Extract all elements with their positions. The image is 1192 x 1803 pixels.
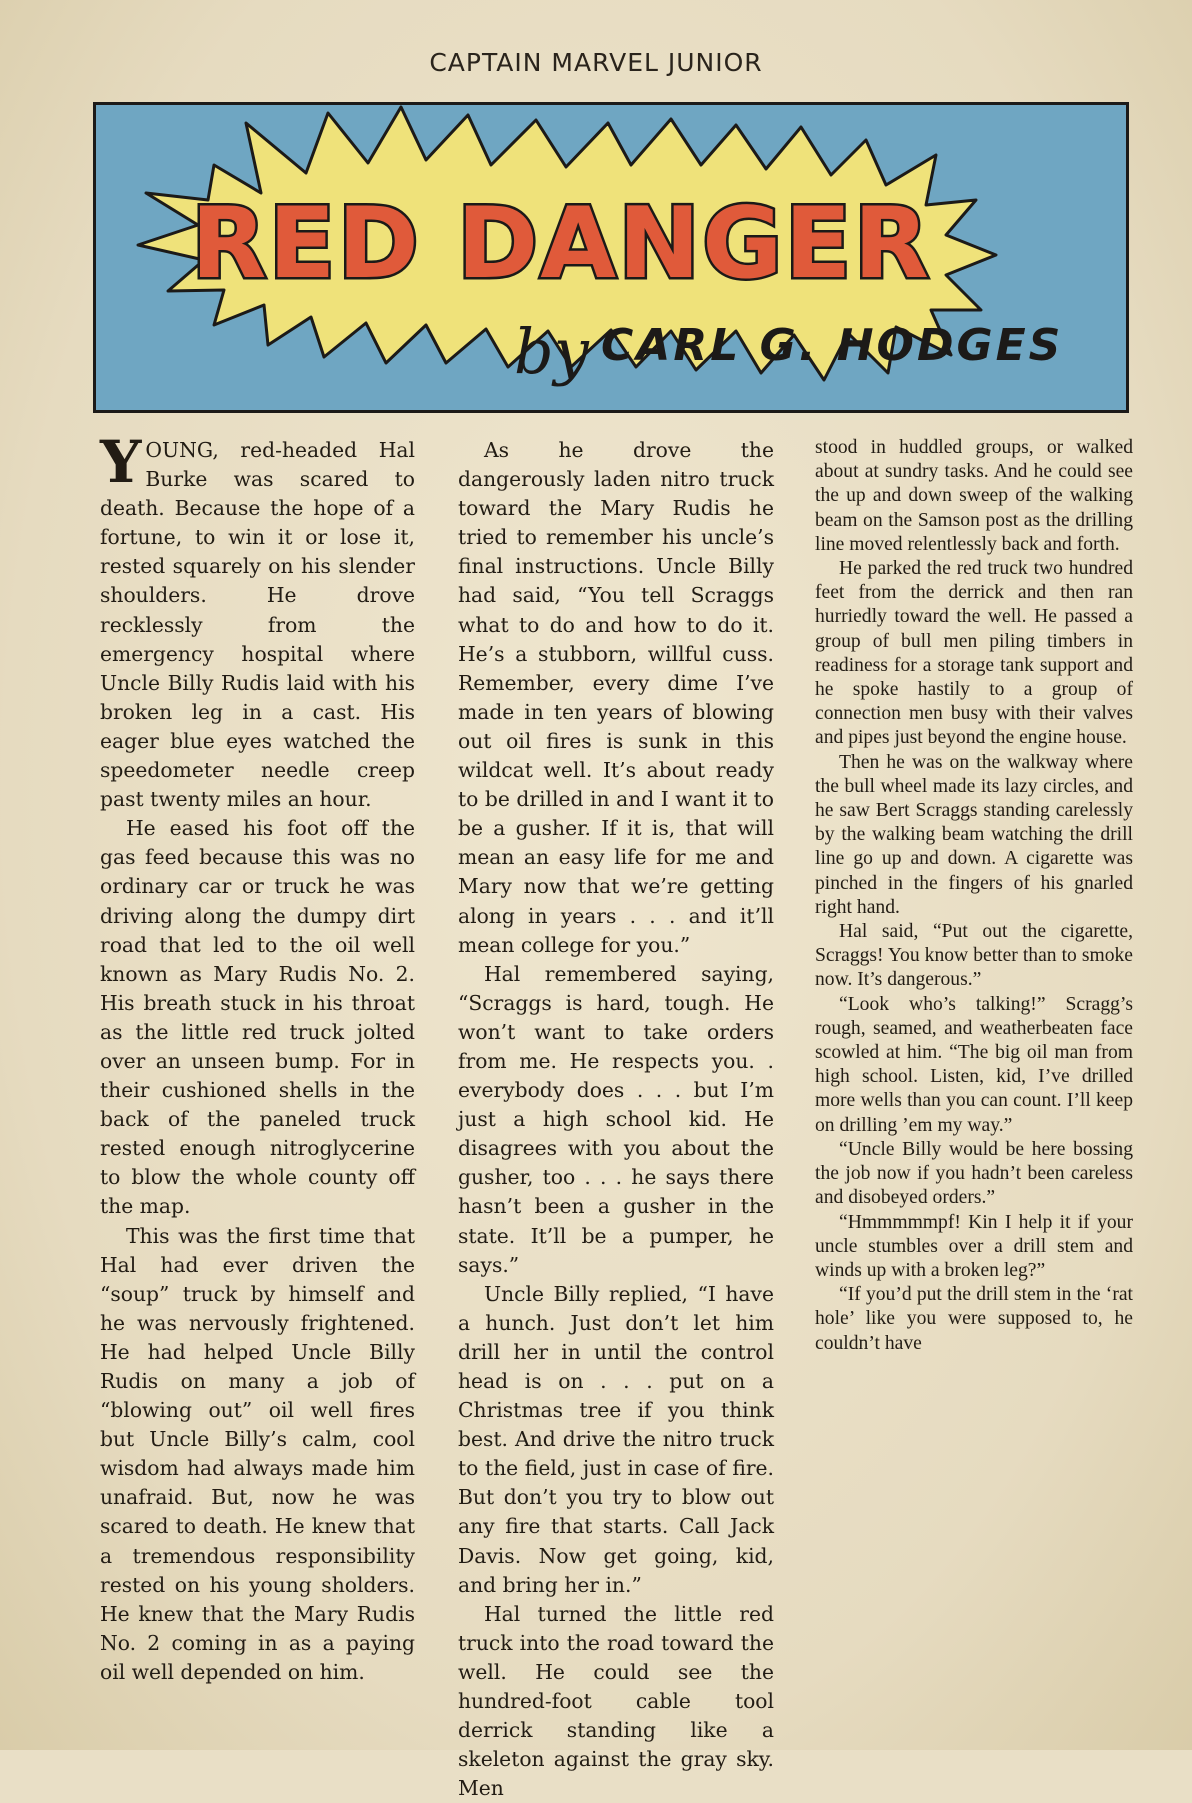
drop-cap: Y [100,428,142,496]
story-paragraph: This was the first time that Hal had ever driven the “soup” truck by himself and he was nervously frightened. He had helped Uncle Billy Rudis on many a job of “blowing out” oil well fires but Uncle Billy’s calm, cool wisdom had always made him unafraid. But, now he was scared to death. He knew that a tremendous responsibility rested on his young sholders. He knew that the Mary Rudis No. 2 coming in as a paying oil well depended on him. [100,1223,415,1684]
title-banner-art [96,105,1126,410]
story-column-1 [100,428,415,1687]
running-title: CAPTAIN MARVEL JUNIOR [429,48,763,77]
story-paragraph: Hal turned the little red truck into the road toward the well. He could see the hundred-foot cable tool derrick standing like a skeleton against the gray sky. Men [458,1601,774,1801]
story-column-2 [458,436,774,1803]
story-paragraph: stood in huddled groups, or walked about at sundry tasks. And he could see the up and down sweep of the walking beam on the Samson post as the drilling line moved relentlessly back and forth. [815,437,1133,555]
story-author: CARL G. HODGES [601,320,1064,371]
story-paragraph: “Uncle Billy would be here bossing the job now if you hadn’t been careless and disobeyed orders.” [815,1138,1133,1209]
story-paragraph: Hal remembered saying, “Scraggs is hard, tough. He won’t want to take orders from me. He respects you. . everybody does . . . but I’m just a high school kid. He disagrees with you about the gusher, too . . . he says there hasn’t been a gusher in the state. It’ll be a pumper, he says.” [458,961,774,1277]
story-paragraph [100,428,415,814]
story-column-3 [815,436,1133,1356]
story-paragraph: Hal said, “Put out the cigarette, Scraggs! You know better than to smoke now. It’s dangerous.” [815,921,1133,991]
story-paragraph-text: OUNG, red-headed Hal Burke was scared to death. Because the hope of a fortune, to win it or lose it, rested squarely on his slender shoulders. He drove recklessly from the emergency hospital where Uncle Billy Rudis laid with his broken leg in a cast. His eager blue eyes watched the speedometer needle creep past twenty miles an hour. [100,438,415,812]
story-paragraph: “Hmmmmmpf! Kin I help it if your uncle stumbles over a drill stem and winds up with a broken leg?” [815,1211,1133,1281]
story-paragraph: He parked the red truck two hundred feet from the derrick and then ran hurriedly toward the well. He passed a group of bull men piling timbers in readiness for a storage tank support and he spoke hastily to a group of connection men busy with their valves and pipes just beyond the engine house. [815,558,1133,749]
story-title: RED DANGER [191,187,931,301]
title-banner [93,102,1129,413]
story-paragraph: Uncle Billy replied, “I have a hunch. Just don’t let him drill her in until the control head is on . . . put on a Christmas tree if you think best. And drive the nitro truck to the field, just in case of fire. But don’t you try to blow out any fire that starts. Call Jack Davis. Now get going, kid, and bring her in.” [458,1281,774,1597]
story-paragraph: He eased his foot off the gas feed because this was no ordinary car or truck he was driving along the dumpy dirt road that led to the oil well known as Mary Rudis No. 2. His breath stuck in his throat as the little red truck jolted over an unseen bump. For in their cushioned shells in the back of the paneled truck rested enough nitroglycerine to blow the whole county off the map. [100,816,415,1219]
story-paragraph: “If you’d put the drill stem in the ‘rat hole’ like you were supposed to, he couldn’t have [815,1284,1133,1354]
story-paragraph: As he drove the dangerously laden nitro truck toward the Mary Rudis he tried to remember his uncle’s final instructions. Uncle Billy had said, “You tell Scraggs what to do and how to do it. He’s a stubborn, willful cuss. Remember, every dime I’ve made in ten years of blowing out oil fires is sunk in this wildcat well. It’s about ready to be drilled in and I want it to be a gusher. If it is, that will mean an easy life for me and Mary now that we’re getting along in years . . . and it’ll mean college for you.” [458,438,774,957]
byline-prefix: by [514,315,589,388]
story-paragraph: “Look who’s talking!” Scragg’s rough, seamed, and weatherbeaten face scowled at him. “The big oil man from high school. Listen, kid, I’ve drilled more wells than you can count. I’ll keep on drilling ’em my way.” [815,993,1133,1136]
story-paragraph: Then he was on the walkway where the bull wheel made its lazy circles, and he saw Bert Scraggs standing carelessly by the walking beam watching the drill line go up and down. A cigarette was pinched in the fingers of his gnarled right hand. [815,751,1133,918]
